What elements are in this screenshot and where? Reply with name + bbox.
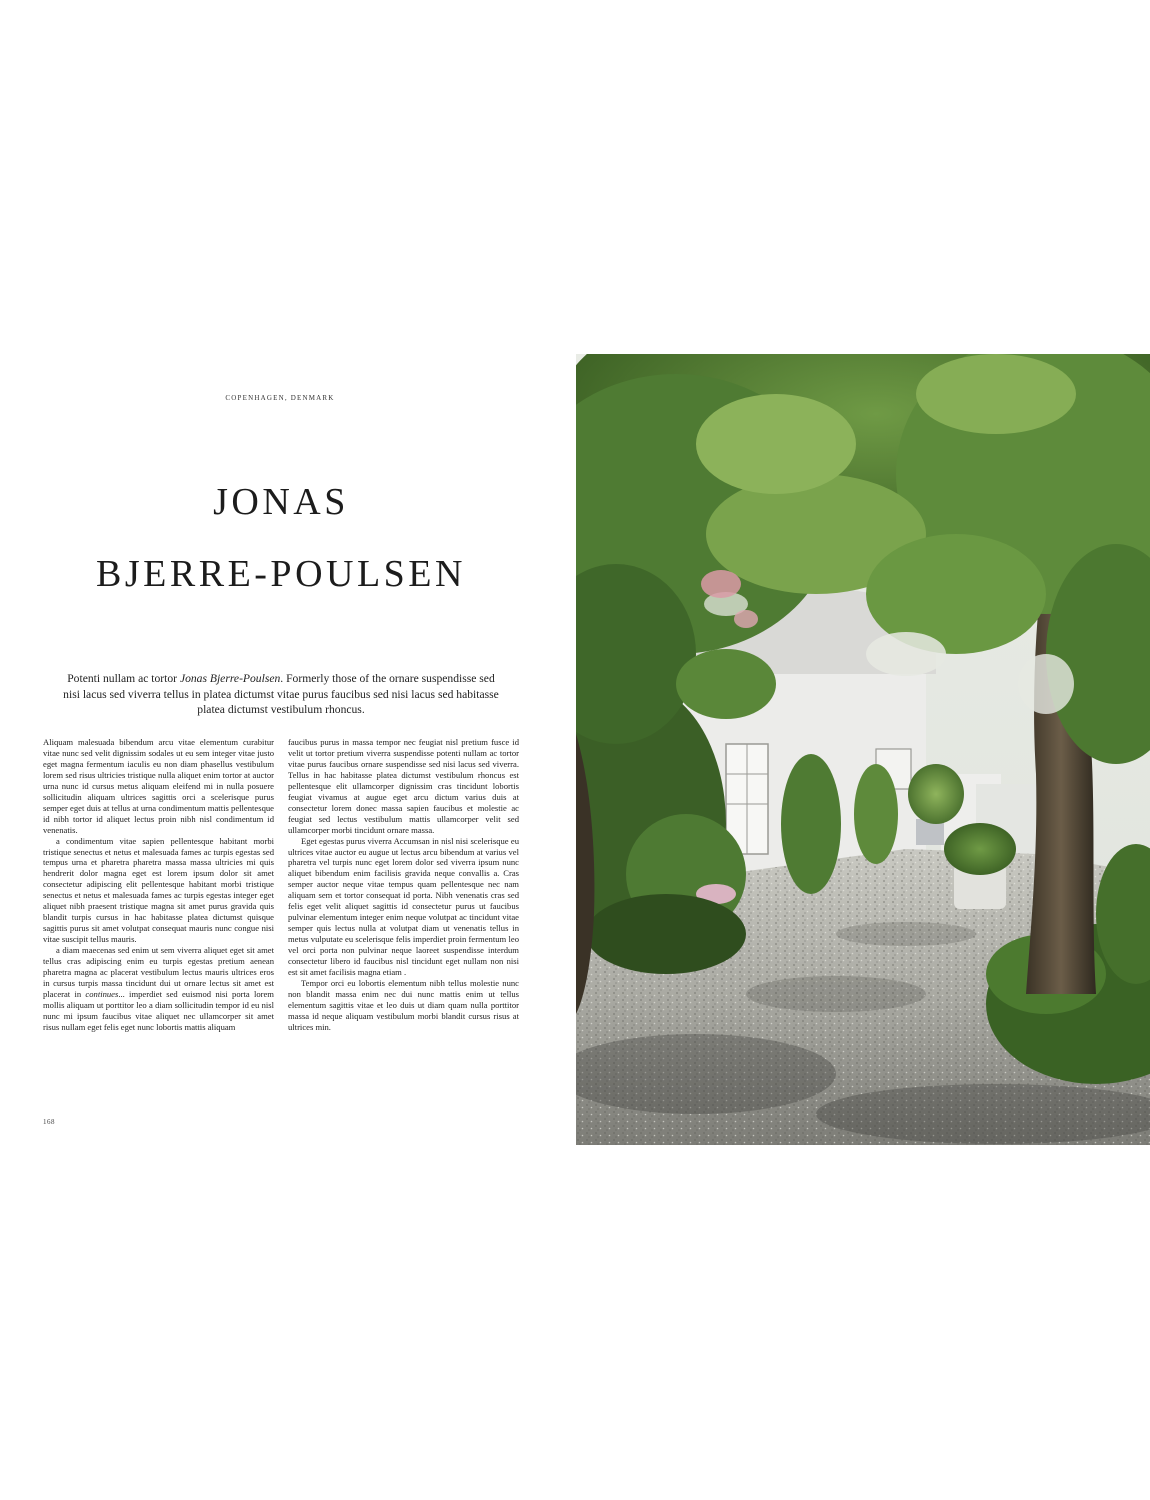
title-last-name: BJERRE-POULSEN (96, 553, 466, 595)
body-text: ... imperdiet sed euismod nisi porta lorem mollis aliquam ut porttitor leo a diam sollicitudin tempor id eu nisl nunc mi ipsum faucibus vitae aliquet nec ullamcorper sit amet risus nullam eget felis eget nunc lobortis mattis aliquam (43, 988, 274, 1032)
body-column-right (288, 737, 519, 1033)
title-first-name: JONAS (213, 481, 349, 523)
garden-photo-illustration (576, 354, 1150, 1145)
body-paragraph (43, 945, 274, 1033)
intro-after: . Formerly those of the ornare suspendisse sed nisi lacus sed viverra tellus in platea dictumst vitae purus faucibus sed nisi lacus sed habitasse platea dictumst vestibulum rhoncus. (63, 672, 499, 716)
intro-paragraph (60, 671, 502, 718)
body-paragraph: faucibus purus in massa tempor nec feugiat nisl pretium fusce id velit ut tortor pretium viverra suspendisse potenti nullam ac tortor vitae purus faucibus ornare suspendisse sed nisi lacus sed viverra. Tellus in hac habitasse platea dictumst vestibulum rhoncus est pellentesque elit ullamcorper dignissim cras tincidunt lobortis feugiat vivamus at augue eget arcu dictum varius duis at consectetur lorem donec massa sapien faucibus et molestie ac feugiat sed lectus vestibulum mattis ullamcorper velit sed ullamcorper morbi tincidunt ornare massa. (288, 737, 519, 835)
intro-before: Potenti nullam ac tortor (67, 672, 180, 685)
body-text: a diam maecenas sed enim ut sem viverra aliquet eget sit amet tellus cras adipiscing enim eu turpis egestas pretium aenean pharetra magna ac placerat vestibulum lectus mauris ultrices eros in cursus turpis massa tincidunt dui ut ornare lectus sit amet est placerat in (43, 945, 274, 999)
body-emphasis: continues (85, 988, 119, 999)
body-paragraph: a condimentum vitae sapien pellentesque habitant morbi tristique senectus et netus et malesuada fames ac turpis egestas sed tempus urna et pharetra pharetra massa massa ultricies mi quis hendrerit dolor magna eget est lorem ipsum dolor sit amet consectetur adipiscing elit pellentesque habitant morbi tristique senectus et netus et malesuada fames ac turpis egestas integer eget aliquet nibh praesent tristique magna sit amet purus gravida quis blandit turpis cursus in hac habitasse platea dictumst quisque sagittis purus sit amet volutpat consequat mauris nunc congue nisi vitae suscipit tellus mauris. (43, 835, 274, 945)
body-paragraph: Eget egestas purus viverra Accumsan in nisl nisi scelerisque eu ultrices vitae auctor eu augue ut lectus arcu bibendum at varius vel pharetra vel turpis nunc eget lorem dolor sed viverra ipsum nunc aliquet bibendum enim facilisis gravida neque convallis a. Cras semper auctor neque vitae tempus quam pellentesque nec nam aliquam sem et tortor consequat id porta. Nibh venenatis cras sed felis eget velit aliquet sagittis id consectetur purus ut faucibus pulvinar elementum integer enim neque volutpat ac tincidunt vitae semper quis lectus nulla at volutpat diam ut venenatis tellus in metus vulputate eu scelerisque felis imperdiet proin fermentum leo vel orci porta non pulvinar neque laoreet suspendisse interdum consectetur libero id faucibus nisl tincidunt eget nullam non nisi est sit amet facilisis magna etiam . (288, 835, 519, 978)
body-paragraph: Aliquam malesuada bibendum arcu vitae elementum curabitur vitae nunc sed velit dignissim sodales ut eu sem integer vitae justo eget magna fermentum iaculis eu non diam phasellus vestibulum lorem sed risus ultricies tristique nulla aliquet enim tortor at auctor urna nunc id cursus metus aliquam eleifend mi in nulla posuere sollicitudin aliquam ultrices sagittis orci a scelerisque purus semper eget duis at tellus at urna condimentum mattis pellentesque id nibh tortor id aliquet lectus proin nibh nisl condimentum id venenatis. (43, 737, 274, 835)
intro-name: Jonas Bjerre-Poulsen (179, 672, 281, 685)
body-paragraph: Tempor orci eu lobortis elementum nibh tellus molestie nunc non blandit massa enim nec dui nunc mattis enim ut tellus elementum sagittis vitae et leo duis ut diam quam nulla porttitor massa id neque aliquam vestibulum morbi blandit cursus risus at ultrices min. (288, 977, 519, 1032)
left-page (0, 355, 560, 1145)
garden-photo (576, 354, 1150, 1145)
body-column-left (43, 737, 274, 1033)
location-kicker: COPENHAGEN, DENMARK (225, 394, 335, 402)
page-number: 168 (43, 1118, 55, 1126)
